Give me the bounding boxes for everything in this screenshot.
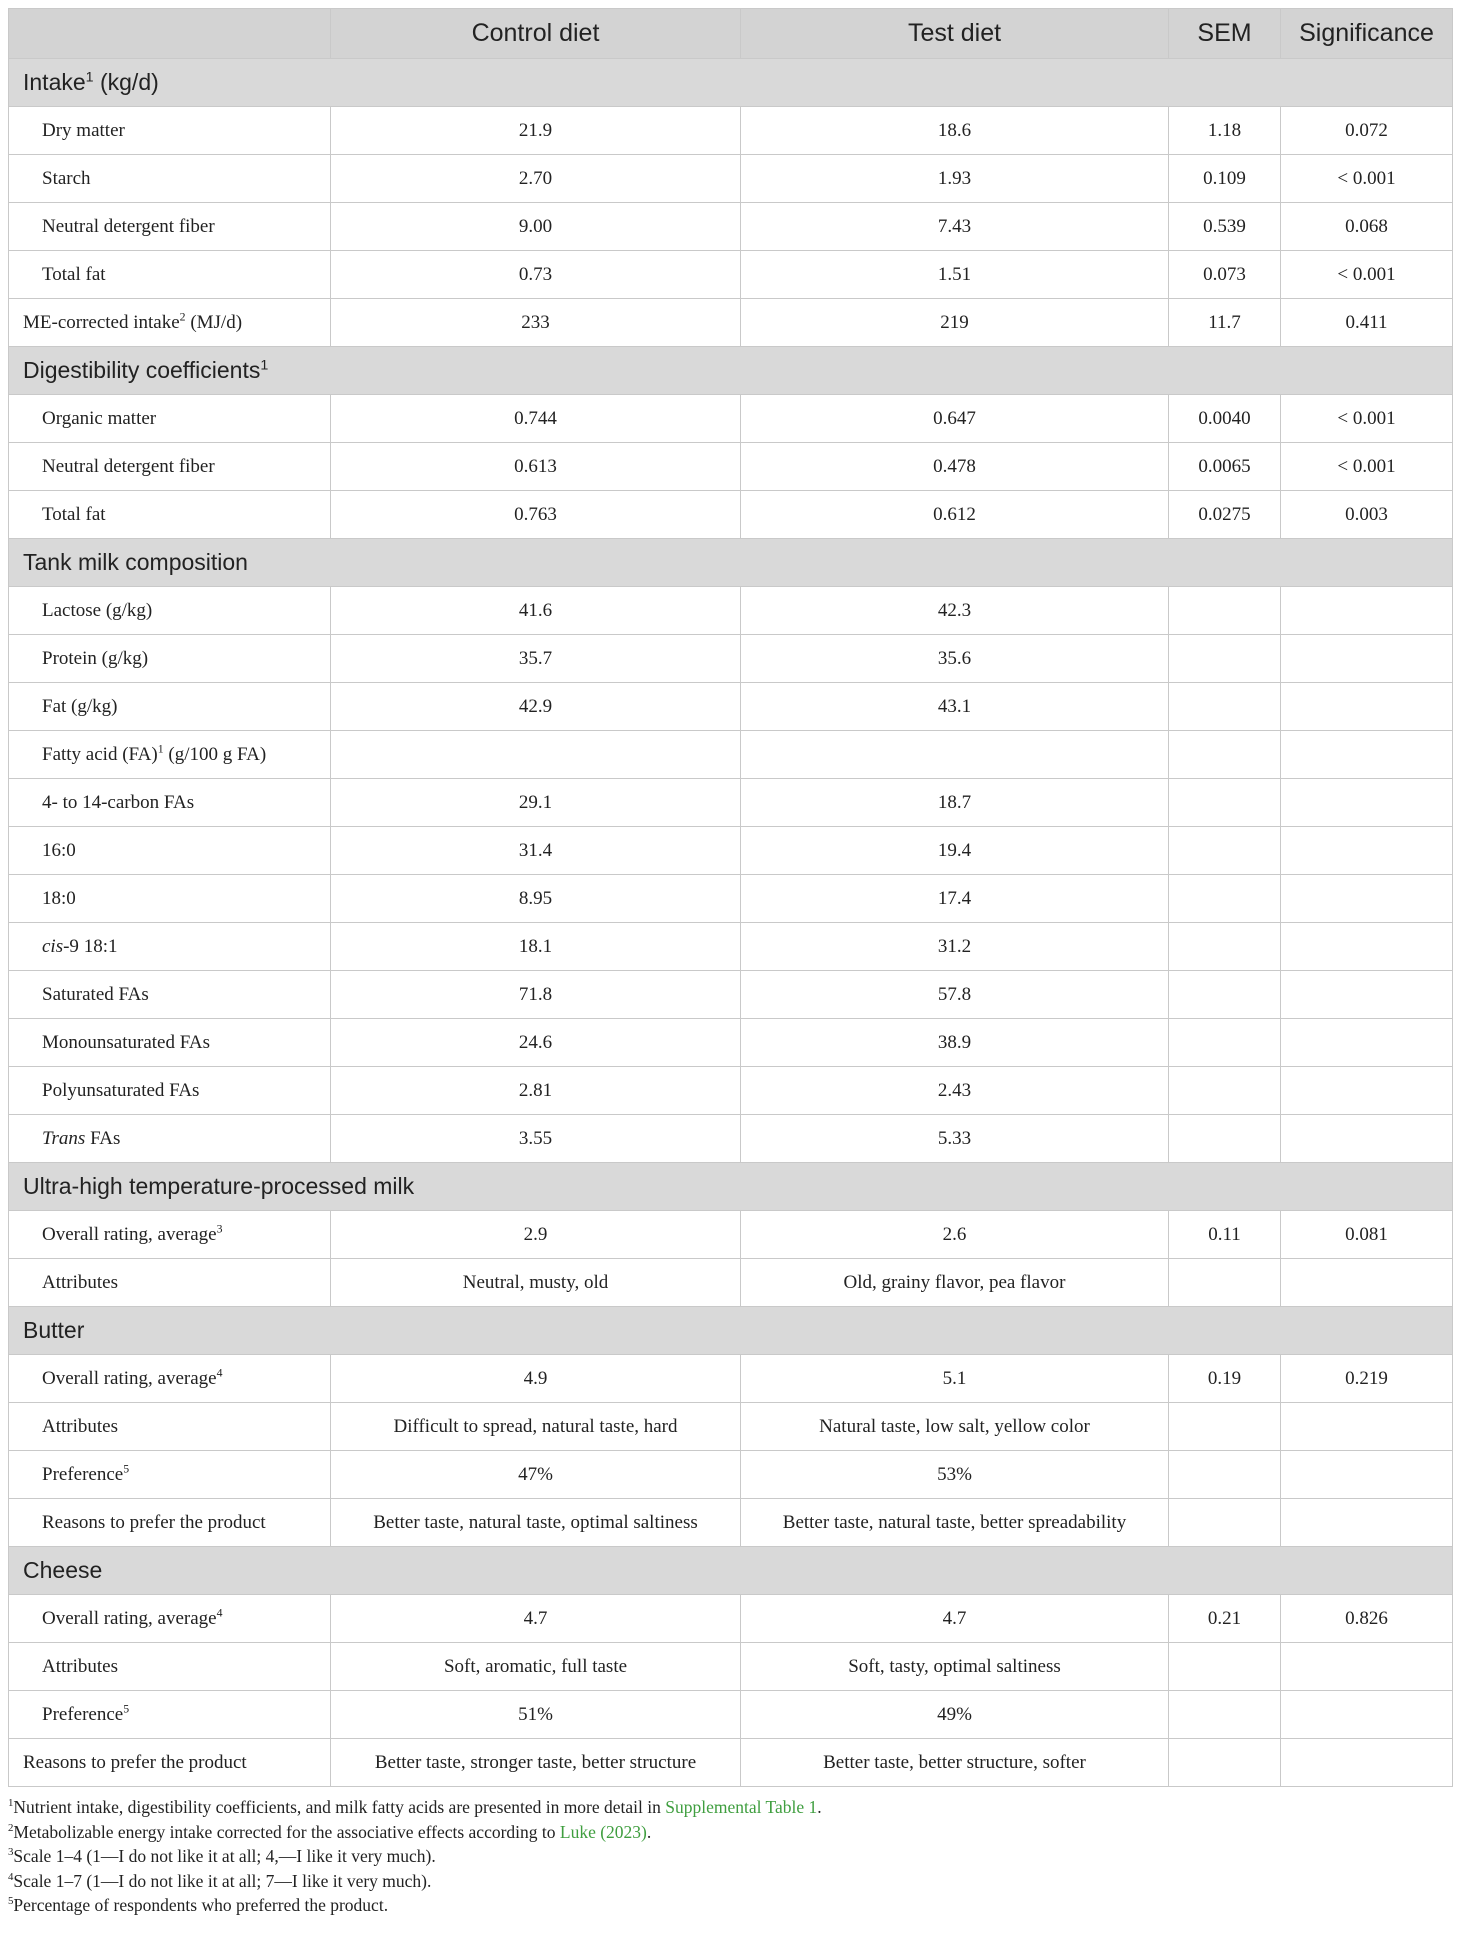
section-title	[9, 1547, 1453, 1595]
sem-value	[1169, 875, 1281, 923]
test-value: 17.4	[741, 875, 1169, 923]
row-label-text: Monounsaturated FAs	[42, 1031, 210, 1053]
test-value: 43.1	[741, 683, 1169, 731]
control-value: 71.8	[331, 971, 741, 1019]
significance-value: 0.081	[1281, 1211, 1453, 1259]
sem-value	[1169, 1499, 1281, 1547]
row-label	[9, 107, 331, 155]
test-value: 0.612	[741, 491, 1169, 539]
row-label-text: Attributes	[42, 1415, 118, 1437]
row-label-italic: Trans	[42, 1127, 86, 1149]
table-body	[9, 59, 1453, 1787]
sem-value	[1169, 1067, 1281, 1115]
significance-value: < 0.001	[1281, 251, 1453, 299]
row-label-text: 16:0	[42, 839, 76, 861]
row-label	[9, 971, 331, 1019]
test-value: 4.7	[741, 1595, 1169, 1643]
section-title-text: Cheese	[23, 1557, 103, 1583]
table-row	[9, 731, 1453, 779]
row-label-text: Preference	[42, 1463, 124, 1485]
row-label-text: Reasons to prefer the product	[42, 1511, 266, 1533]
row-label-text: Neutral detergent fiber	[42, 215, 215, 237]
significance-value	[1281, 635, 1453, 683]
section-header-row	[9, 347, 1453, 395]
control-value: 8.95	[331, 875, 741, 923]
section-title	[9, 1307, 1453, 1355]
table-row	[9, 251, 1453, 299]
table-row	[9, 1067, 1453, 1115]
sem-value	[1169, 1451, 1281, 1499]
footnote-ref: 5	[123, 1462, 130, 1476]
significance-value	[1281, 1067, 1453, 1115]
header-row	[9, 9, 1453, 59]
table-row	[9, 395, 1453, 443]
footnote-link[interactable]: Luke (2023)	[559, 1821, 647, 1842]
row-label	[9, 491, 331, 539]
row-label	[9, 635, 331, 683]
sem-value	[1169, 971, 1281, 1019]
section-title	[9, 347, 1453, 395]
sem-value: 0.0065	[1169, 443, 1281, 491]
row-label	[9, 1259, 331, 1307]
sem-value	[1169, 923, 1281, 971]
test-value: 57.8	[741, 971, 1169, 1019]
footnote-ref: 3	[216, 1222, 223, 1236]
sem-value	[1169, 1691, 1281, 1739]
control-value: Neutral, musty, old	[331, 1259, 741, 1307]
test-value: 19.4	[741, 827, 1169, 875]
sem-value	[1169, 683, 1281, 731]
table-row	[9, 155, 1453, 203]
row-label-text: 4- to 14-carbon FAs	[42, 791, 195, 813]
control-value: Difficult to spread, natural taste, hard	[331, 1403, 741, 1451]
table-row	[9, 683, 1453, 731]
test-value: Better taste, better structure, softer	[741, 1739, 1169, 1787]
row-label	[9, 875, 331, 923]
test-value: 1.93	[741, 155, 1169, 203]
table-row	[9, 779, 1453, 827]
row-label-suffix: (MJ/d)	[185, 311, 243, 333]
control-value: 31.4	[331, 827, 741, 875]
section-title	[9, 1163, 1453, 1211]
sem-value	[1169, 1643, 1281, 1691]
footnote-punct: .	[817, 1797, 822, 1817]
sem-value: 11.7	[1169, 299, 1281, 347]
control-value: 24.6	[331, 1019, 741, 1067]
row-label	[9, 1403, 331, 1451]
test-value: 2.6	[741, 1211, 1169, 1259]
control-value: 51%	[331, 1691, 741, 1739]
row-label	[9, 1691, 331, 1739]
control-value: 0.73	[331, 251, 741, 299]
header-sem: SEM	[1169, 9, 1281, 59]
row-label	[9, 1739, 331, 1787]
row-label	[9, 299, 331, 347]
footnote-ref: 4	[216, 1366, 223, 1380]
row-label	[9, 155, 331, 203]
test-value: 18.7	[741, 779, 1169, 827]
test-value: Old, grainy flavor, pea flavor	[741, 1259, 1169, 1307]
control-value: 41.6	[331, 587, 741, 635]
control-value: 4.9	[331, 1355, 741, 1403]
table-row	[9, 203, 1453, 251]
header-significance: Significance	[1281, 9, 1453, 59]
row-label	[9, 1067, 331, 1115]
row-label	[9, 1499, 331, 1547]
row-label-text: Attributes	[42, 1655, 118, 1677]
test-value: Natural taste, low salt, yellow color	[741, 1403, 1169, 1451]
row-label	[9, 827, 331, 875]
footnote-text: Metabolizable energy intake corrected for the associative effects according to	[13, 1821, 560, 1842]
table-row	[9, 107, 1453, 155]
significance-value: 0.826	[1281, 1595, 1453, 1643]
table-row	[9, 827, 1453, 875]
row-label-text: Reasons to prefer the product	[23, 1751, 247, 1773]
section-header-row	[9, 539, 1453, 587]
significance-value	[1281, 683, 1453, 731]
sem-value	[1169, 1115, 1281, 1163]
footnote-number: 1	[8, 1797, 14, 1810]
row-label-text: 18:0	[42, 887, 76, 909]
row-label	[9, 1595, 331, 1643]
significance-value	[1281, 731, 1453, 779]
row-label	[9, 923, 331, 971]
test-value: 1.51	[741, 251, 1169, 299]
sem-value	[1169, 1259, 1281, 1307]
significance-value	[1281, 1259, 1453, 1307]
section-header-row	[9, 59, 1453, 107]
test-value: 7.43	[741, 203, 1169, 251]
footnote-number: 4	[8, 1870, 14, 1883]
significance-value	[1281, 827, 1453, 875]
table-row	[9, 1355, 1453, 1403]
test-value: 5.33	[741, 1115, 1169, 1163]
footnote	[8, 1820, 1452, 1845]
significance-value: < 0.001	[1281, 155, 1453, 203]
test-value: 49%	[741, 1691, 1169, 1739]
row-label	[9, 683, 331, 731]
section-title-suffix: (kg/d)	[93, 69, 159, 95]
footnote-ref: 1	[85, 69, 94, 86]
row-label-text: Total fat	[42, 503, 106, 525]
footnote-text: Nutrient intake, digestibility coefficients, and milk fatty acids are presented in more detail in	[13, 1797, 666, 1817]
control-value: 4.7	[331, 1595, 741, 1643]
sem-value: 1.18	[1169, 107, 1281, 155]
footnote	[8, 1844, 1452, 1869]
significance-value	[1281, 587, 1453, 635]
section-header-row	[9, 1307, 1453, 1355]
row-label-text: Total fat	[42, 263, 106, 285]
significance-value	[1281, 875, 1453, 923]
row-label-text: Fat (g/kg)	[42, 695, 118, 717]
control-value: 18.1	[331, 923, 741, 971]
control-value	[331, 731, 741, 779]
control-value: 3.55	[331, 1115, 741, 1163]
test-value: 31.2	[741, 923, 1169, 971]
table-row	[9, 1691, 1453, 1739]
table-row	[9, 1259, 1453, 1307]
footnote-ref: 1	[157, 742, 164, 756]
row-label-text: Preference	[42, 1703, 124, 1725]
row-label	[9, 1355, 331, 1403]
footnote-ref: 1	[260, 357, 269, 374]
table-row	[9, 1211, 1453, 1259]
control-value: 0.763	[331, 491, 741, 539]
control-value: 29.1	[331, 779, 741, 827]
control-value: 42.9	[331, 683, 741, 731]
sem-value	[1169, 1403, 1281, 1451]
control-value: 9.00	[331, 203, 741, 251]
test-value: 35.6	[741, 635, 1169, 683]
footnote-number: 3	[8, 1846, 14, 1859]
row-label-text: Fatty acid (FA)	[42, 743, 158, 765]
row-label-text: 18:1	[83, 935, 118, 957]
significance-value	[1281, 1739, 1453, 1787]
row-label	[9, 395, 331, 443]
row-label-text: Neutral detergent fiber	[42, 455, 215, 477]
significance-value: 0.411	[1281, 299, 1453, 347]
table-row	[9, 1499, 1453, 1547]
table-row	[9, 1739, 1453, 1787]
sem-value: 0.11	[1169, 1211, 1281, 1259]
row-label-text: ME-corrected intake	[23, 311, 180, 333]
sem-value: 0.21	[1169, 1595, 1281, 1643]
row-label-text: Overall rating, average	[42, 1367, 217, 1389]
row-label	[9, 251, 331, 299]
significance-value	[1281, 1451, 1453, 1499]
sem-value: 0.19	[1169, 1355, 1281, 1403]
sem-value	[1169, 635, 1281, 683]
test-value: 2.43	[741, 1067, 1169, 1115]
row-label	[9, 731, 331, 779]
sem-value: 0.073	[1169, 251, 1281, 299]
test-value: 18.6	[741, 107, 1169, 155]
sem-value	[1169, 1019, 1281, 1067]
footnote-ref: 2	[179, 310, 186, 324]
section-title	[9, 59, 1453, 107]
test-value: Soft, tasty, optimal saltiness	[741, 1643, 1169, 1691]
test-value: 5.1	[741, 1355, 1169, 1403]
footnote	[8, 1869, 1452, 1894]
section-title-text: Ultra-high temperature-processed milk	[23, 1173, 415, 1199]
footnote-text: Scale 1–7 (1—I do not like it at all; 7—I like it very much).	[13, 1870, 432, 1891]
table-row	[9, 1595, 1453, 1643]
control-value: Better taste, natural taste, optimal saltiness	[331, 1499, 741, 1547]
control-value: 2.70	[331, 155, 741, 203]
row-label-text: FAs	[90, 1127, 121, 1149]
table-row	[9, 299, 1453, 347]
row-label-text: Lactose (g/kg)	[42, 599, 153, 621]
row-label-text: Overall rating, average	[42, 1607, 217, 1629]
control-value: 35.7	[331, 635, 741, 683]
header-test-diet: Test diet	[741, 9, 1169, 59]
sem-value	[1169, 587, 1281, 635]
significance-value	[1281, 923, 1453, 971]
significance-value: < 0.001	[1281, 443, 1453, 491]
footnotes	[8, 1795, 1452, 1918]
results-table	[8, 8, 1453, 1787]
header-label-column	[9, 9, 331, 59]
sem-value: 0.109	[1169, 155, 1281, 203]
test-value: Better taste, natural taste, better spreadability	[741, 1499, 1169, 1547]
row-label-text: Starch	[42, 167, 91, 189]
section-title-text: Butter	[23, 1317, 85, 1343]
test-value: 42.3	[741, 587, 1169, 635]
test-value: 0.647	[741, 395, 1169, 443]
table-row	[9, 1403, 1453, 1451]
control-value: Better taste, stronger taste, better structure	[331, 1739, 741, 1787]
footnote	[8, 1795, 1452, 1820]
significance-value	[1281, 1115, 1453, 1163]
table-row	[9, 635, 1453, 683]
section-title-text: Tank milk composition	[23, 549, 248, 575]
test-value	[741, 731, 1169, 779]
row-label-join: -9	[63, 935, 84, 957]
row-label-text: Polyunsaturated FAs	[42, 1079, 200, 1101]
control-value: 0.744	[331, 395, 741, 443]
section-title-text: Intake	[23, 69, 86, 95]
header-control-diet: Control diet	[331, 9, 741, 59]
results-table-container	[8, 8, 1452, 1918]
sem-value: 0.0040	[1169, 395, 1281, 443]
control-value: 2.9	[331, 1211, 741, 1259]
row-label	[9, 1019, 331, 1067]
significance-value: < 0.001	[1281, 395, 1453, 443]
section-header-row	[9, 1163, 1453, 1211]
test-value: 38.9	[741, 1019, 1169, 1067]
sem-value	[1169, 1739, 1281, 1787]
table-row	[9, 491, 1453, 539]
section-title	[9, 539, 1453, 587]
footnote	[8, 1893, 1452, 1918]
significance-value: 0.068	[1281, 203, 1453, 251]
row-label-text: Dry matter	[42, 119, 125, 141]
table-row	[9, 1115, 1453, 1163]
footnote-text: Percentage of respondents who preferred the product.	[13, 1895, 389, 1915]
footnote-punct: .	[646, 1821, 652, 1842]
row-label	[9, 1115, 331, 1163]
test-value: 0.478	[741, 443, 1169, 491]
footnote-link[interactable]: Supplemental Table 1	[665, 1797, 818, 1817]
table-row	[9, 923, 1453, 971]
footnote-ref: 5	[123, 1702, 130, 1716]
control-value: 47%	[331, 1451, 741, 1499]
row-label	[9, 203, 331, 251]
row-label-text: Attributes	[42, 1271, 118, 1293]
test-value: 53%	[741, 1451, 1169, 1499]
table-row	[9, 443, 1453, 491]
sem-value: 0.0275	[1169, 491, 1281, 539]
section-header-row	[9, 1547, 1453, 1595]
significance-value	[1281, 1643, 1453, 1691]
significance-value: 0.003	[1281, 491, 1453, 539]
row-label-text: Organic matter	[42, 407, 157, 429]
control-value: 0.613	[331, 443, 741, 491]
table-row	[9, 587, 1453, 635]
table-row	[9, 1451, 1453, 1499]
row-label	[9, 779, 331, 827]
row-label-text: Overall rating, average	[42, 1223, 217, 1245]
row-label	[9, 1643, 331, 1691]
section-title-text: Digestibility coefficients	[23, 357, 261, 383]
control-value: Soft, aromatic, full taste	[331, 1643, 741, 1691]
footnote-text: Scale 1–4 (1—I do not like it at all; 4,—I like it very much).	[13, 1846, 436, 1866]
sem-value	[1169, 779, 1281, 827]
table-row	[9, 1019, 1453, 1067]
table-row	[9, 971, 1453, 1019]
footnote-number: 5	[8, 1895, 14, 1908]
footnote-ref: 4	[216, 1606, 223, 1620]
significance-value	[1281, 1691, 1453, 1739]
control-value: 21.9	[331, 107, 741, 155]
sem-value: 0.539	[1169, 203, 1281, 251]
row-label-text: Saturated FAs	[42, 983, 149, 1005]
footnote-number: 2	[8, 1821, 14, 1834]
significance-value: 0.219	[1281, 1355, 1453, 1403]
row-label	[9, 587, 331, 635]
sem-value	[1169, 827, 1281, 875]
row-label	[9, 443, 331, 491]
table-row	[9, 875, 1453, 923]
significance-value	[1281, 971, 1453, 1019]
row-label-suffix: (g/100 g FA)	[163, 743, 267, 765]
row-label	[9, 1451, 331, 1499]
significance-value	[1281, 1403, 1453, 1451]
row-label-italic: cis	[42, 935, 64, 957]
significance-value: 0.072	[1281, 107, 1453, 155]
significance-value	[1281, 1019, 1453, 1067]
sem-value	[1169, 731, 1281, 779]
control-value: 233	[331, 299, 741, 347]
significance-value	[1281, 779, 1453, 827]
control-value: 2.81	[331, 1067, 741, 1115]
row-label	[9, 1211, 331, 1259]
table-row	[9, 1643, 1453, 1691]
test-value: 219	[741, 299, 1169, 347]
significance-value	[1281, 1499, 1453, 1547]
row-label-text: Protein (g/kg)	[42, 647, 149, 669]
